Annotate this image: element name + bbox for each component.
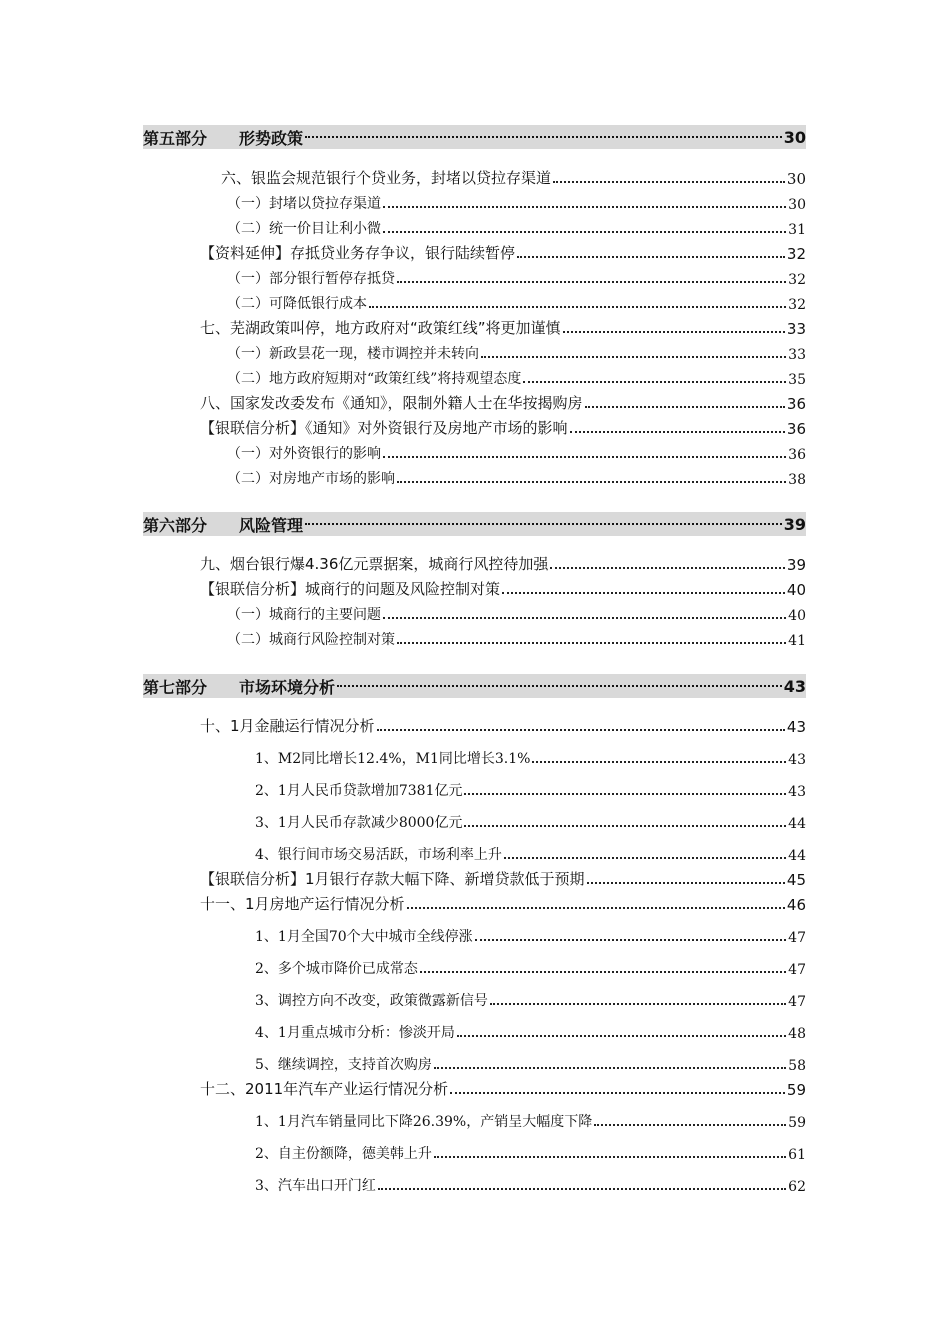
toc-entry-label: 3、汽车出口开门红 [255,1178,376,1194]
dot-leader [481,356,786,358]
toc-entry[interactable] [227,289,806,313]
toc-section-heading[interactable] [143,674,806,698]
dot-leader [383,206,786,208]
toc-entry-label: 七、芜湖政策叫停，地方政府对“政策红线”将更加谨慎 [200,319,561,337]
toc-entry[interactable] [227,364,806,388]
toc-page-number: 30 [786,170,806,188]
toc-page-number: 43 [786,718,806,736]
toc-entry[interactable] [200,414,806,438]
toc-entry[interactable] [227,439,806,463]
toc-entry-label: 八、国家发改委发布《通知》，限制外籍人士在华按揭购房 [200,394,583,412]
toc-page-number: 38 [788,472,806,488]
toc-entry[interactable] [255,776,806,800]
toc-entry-label: （一）新政昙花一现，楼市调控并未转向 [227,346,479,362]
toc-section-heading[interactable] [143,125,806,149]
toc-page-number: 30 [783,127,806,147]
toc-page-number: 47 [788,930,806,946]
dot-leader [594,1124,786,1126]
toc-entry[interactable] [255,1139,806,1163]
toc-entry-label: 第七部分 [143,677,208,697]
toc-entry[interactable] [200,389,806,413]
toc-entry-label: 六、银监会规范银行个贷业务，封堵以贷拉存渠道 [221,169,552,187]
toc-entry[interactable] [227,264,806,288]
dot-leader [407,907,785,909]
dot-leader [377,729,785,731]
dot-leader [523,381,786,383]
toc-page-number: 46 [786,896,806,914]
toc-entry[interactable] [255,986,806,1010]
dot-leader [369,306,786,308]
dot-leader [563,331,785,333]
toc-entry-label: 九、烟台银行爆4.36亿元票据案，城商行风控待加强 [200,555,549,573]
toc-page-number: 43 [788,784,806,800]
toc-entry-label: 【银联信分析】城商行的问题及风险控制对策 [200,580,501,598]
toc-section-name: 市场环境分析 [239,677,336,697]
dot-leader [383,617,786,619]
toc-entry-label: 3、调控方向不改变，政策微露新信号 [255,993,488,1009]
toc-entry-label: 4、1月重点城市分析：惨淡开局 [255,1025,455,1041]
toc-entry[interactable] [227,625,806,649]
toc-page-number: 58 [788,1058,806,1074]
dot-leader [553,181,785,183]
toc-section-name: 风险管理 [239,515,304,535]
toc-page-number: 62 [788,1179,806,1195]
toc-page-number: 39 [783,514,806,534]
toc-entry[interactable] [255,954,806,978]
toc-page-number: 31 [788,222,806,238]
toc-entry[interactable] [255,840,806,864]
toc-entry[interactable] [255,808,806,832]
toc-entry-label: 【银联信分析】1月银行存款大幅下降、新增贷款低于预期 [200,870,585,888]
toc-entry[interactable] [200,239,806,263]
dot-leader [397,281,786,283]
dot-leader [337,685,782,687]
toc-section-name: 形势政策 [239,128,304,148]
toc-entry-label: 1、1月汽车销量同比下降26.39%，产销呈大幅度下降 [255,1114,593,1130]
toc-entry-label: （一）对外资银行的影响 [227,446,381,462]
toc-page-number: 32 [788,297,806,313]
toc-entry-label: 4、银行间市场交易活跃，市场利率上升 [255,847,502,863]
toc-page-number: 44 [788,816,806,832]
toc-entry[interactable] [255,1171,806,1195]
toc-entry-label: 2、多个城市降价已成常态 [255,961,418,977]
toc-entry-label: 1、1月全国70个大中城市全线停涨 [255,929,473,945]
dot-leader [397,642,786,644]
dot-leader [383,456,786,458]
toc-page-number: 39 [786,556,806,574]
dot-leader [585,406,785,408]
dot-leader [383,231,786,233]
toc-entry[interactable] [255,1107,806,1131]
dot-leader [587,882,785,884]
toc-page-number: 36 [786,420,806,438]
toc-page-number: 36 [788,447,806,463]
toc-entry[interactable] [255,744,806,768]
toc-entry[interactable] [200,1075,806,1099]
toc-entry-label: （一）城商行的主要问题 [227,607,381,623]
toc-entry[interactable] [227,214,806,238]
toc-entry-label: 十二、2011年汽车产业运行情况分析 [200,1080,449,1098]
dot-leader [504,857,786,859]
toc-entry-label: 十一、1月房地产运行情况分析 [200,895,405,913]
toc-page-number: 59 [786,1081,806,1099]
dot-leader [305,523,782,525]
dot-leader [457,1035,786,1037]
toc-entry-label: 5、继续调控，支持首次购房 [255,1057,432,1073]
toc-page-number: 43 [783,676,806,696]
toc-entry-label: （二）对房地产市场的影响 [227,471,395,487]
dot-leader [570,431,785,433]
toc-page-number: 35 [788,372,806,388]
toc-entry-label: 第五部分 [143,128,208,148]
toc-page-number: 44 [788,848,806,864]
toc-entry[interactable] [255,922,806,946]
dot-leader [450,1092,785,1094]
toc-section-heading[interactable] [143,512,806,536]
toc-page-number: 43 [788,752,806,768]
toc-entry[interactable] [255,1018,806,1042]
toc-entry-label: 2、自主份额降，德美韩上升 [255,1146,432,1162]
toc-entry-label: （二）地方政府短期对“政策红线”将持观望态度 [227,371,522,387]
toc-page-number: 47 [788,994,806,1010]
dot-leader [434,1156,786,1158]
toc-page-number: 30 [788,197,806,213]
toc-page-number: 32 [788,272,806,288]
dot-leader [420,971,786,973]
toc-page-number: 45 [786,871,806,889]
dot-leader [490,1003,786,1005]
toc-entry-label: 【资料延伸】存抵贷业务存争议，银行陆续暂停 [200,244,516,262]
toc-entry-label: 3、1月人民币存款减少8000亿元 [255,815,463,831]
dot-leader [378,1188,786,1190]
toc-page-number: 36 [786,395,806,413]
toc-page-number: 59 [788,1115,806,1131]
toc-entry-label: （二）可降低银行成本 [227,296,367,312]
toc-entry-label: （二）统一价目让利小微 [227,221,381,237]
toc-entry[interactable] [227,189,806,213]
toc-entry[interactable] [200,575,806,599]
dot-leader [464,793,786,795]
toc-page-number: 61 [788,1147,806,1163]
dot-leader [305,136,782,138]
dot-leader [397,481,786,483]
toc-entry-label: 1、M2同比增长12.4%，M1同比增长3.1% [255,751,531,767]
toc-page-number: 48 [788,1026,806,1042]
dot-leader [434,1067,786,1069]
dot-leader [464,825,786,827]
toc-entry[interactable] [200,314,806,338]
toc-entry[interactable] [200,865,806,889]
dot-leader [502,592,785,594]
toc-entry-label: 十、1月金融运行情况分析 [200,717,375,735]
toc-page-number: 47 [788,962,806,978]
toc-entry[interactable] [227,600,806,624]
toc-page-number: 32 [786,245,806,263]
toc-entry-label: 【银联信分析】《通知》对外资银行及房地产市场的影响 [200,419,568,437]
toc-page-number: 40 [786,581,806,599]
toc-entry[interactable] [200,550,806,574]
toc-entry[interactable] [200,890,806,914]
toc-entry[interactable] [255,1050,806,1074]
toc-entry[interactable] [200,712,806,736]
dot-leader [532,761,786,763]
dot-leader [517,256,785,258]
toc-entry-label: （一）封堵以贷拉存渠道 [227,196,381,212]
dot-leader [475,939,787,941]
toc-entry[interactable] [227,339,806,363]
toc-entry-label: （二）城商行风险控制对策 [227,632,395,648]
toc-entry-label: 第六部分 [143,515,208,535]
toc-page-number: 40 [788,608,806,624]
toc-page-number: 33 [786,320,806,338]
toc-entry[interactable] [227,464,806,488]
toc-entry-label: 2、1月人民币贷款增加7381亿元 [255,783,463,799]
toc-page-number: 41 [788,633,806,649]
toc-entry-label: （一）部分银行暂停存抵贷 [227,271,395,287]
dot-leader [550,567,785,569]
toc-page-number: 33 [788,347,806,363]
toc-entry[interactable] [221,164,806,188]
